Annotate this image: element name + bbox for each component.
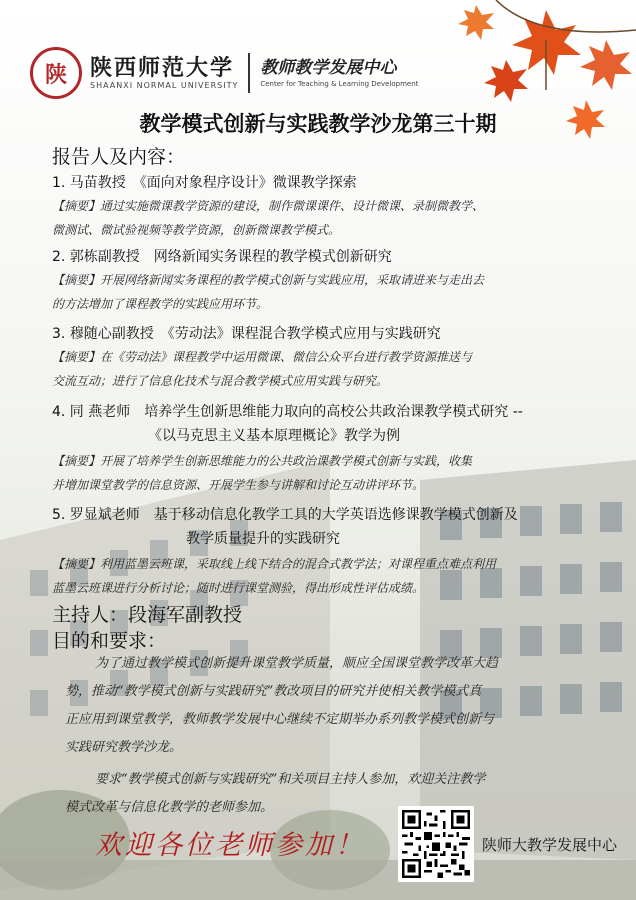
welcome-slogan: 欢迎各位老师参加！ (95, 830, 365, 861)
speaker-abstract-3: 【摘要】在《劳动法》课程教学中运用微课、微信公众平台进行教学资源推送与 交流互动；进行了信息化技术与混合教学模式应用实践与研究。 (52, 350, 473, 388)
center-name-en: Center for Teaching & Learning Development (260, 80, 419, 88)
speaker-abstract-2: 【摘要】开展网络新闻实务课程的教学模式创新与实践应用，采取请进来与走出去 的方法增加了课程教学的实践应用环节。 (52, 273, 485, 311)
purpose-paragraph: 为了通过教学模式创新提升课堂教学质量，顺应全国课堂教学改革大趋 势，推动“教学模式创新与实践研究”教改项目的研究并使相关教学模式真 正应用到课堂教学，教师教学发展中心继续不定期举办系列教学模式创新与 实践研究教学沙龙。 (65, 656, 499, 755)
university-name-en: SHAANXI NORMAL UNIVERSITY (90, 81, 239, 90)
speaker-item-4-line2: 《以马克思主义基本原理概论》教学为例 (148, 428, 400, 444)
speaker-item-4: 4. 同 燕老师 培养学生创新思维能力取向的高校公共政治课教学模式研究 -- (52, 404, 523, 420)
poster-title: 教学模式创新与实践教学沙龙第三十期 (139, 112, 497, 136)
footer-organization: 陕师大教学发展中心 (482, 836, 618, 854)
qr-code[interactable] (398, 806, 474, 882)
speaker-item-1: 1. 马苗教授 《面向对象程序设计》微课教学探索 (52, 175, 357, 191)
speaker-abstract-1: 【摘要】通过实施微课教学资源的建设，制作微课课件、设计微课、录制微教学、 微测试、微试验视频等教学资源，创新微课教学模式。 (52, 199, 485, 237)
university-seal: 陕 (30, 47, 82, 99)
host-line: 主持人：段海军副教授 (52, 604, 243, 626)
speaker-item-2: 2. 郭栋副教授 网络新闻实务课程的教学模式创新研究 (52, 249, 392, 265)
speaker-abstract-5: 【摘要】利用蓝墨云班课，采取线上线下结合的混合式教学法；对课程重点难点利用 蓝墨云班课进行分析讨论；随时进行课堂测验，得出形成性评估成绩。 (52, 557, 497, 595)
speaker-item-5: 5. 罗显斌老师 基于移动信息化教学工具的大学英语选修课教学模式创新及 (52, 507, 518, 523)
requirement-paragraph: 要求“教学模式创新与实践研究”和关项目主持人参加，欢迎关注教学 模式改革与信息化教学的老师参加。 (65, 772, 486, 815)
speaker-item-5-line2: 教学质量提升的实践研究 (186, 531, 340, 547)
purpose-heading: 目的和要求： (52, 630, 167, 652)
speakers-heading: 报告人及内容： (52, 146, 186, 168)
university-name-cn: 陕西师范大学 (90, 55, 235, 81)
center-name-cn: 教师教学发展中心 (260, 58, 397, 78)
speaker-item-3: 3. 穆随心副教授 《劳动法》课程混合教学模式应用与实践研究 (52, 326, 441, 342)
speaker-abstract-4: 【摘要】开展了培养学生创新思维能力的公共政治课教学模式创新与实践，收集 并增加课堂教学的信息资源、开展学生参与讲解和讨论互动讲评环节。 (52, 454, 473, 492)
